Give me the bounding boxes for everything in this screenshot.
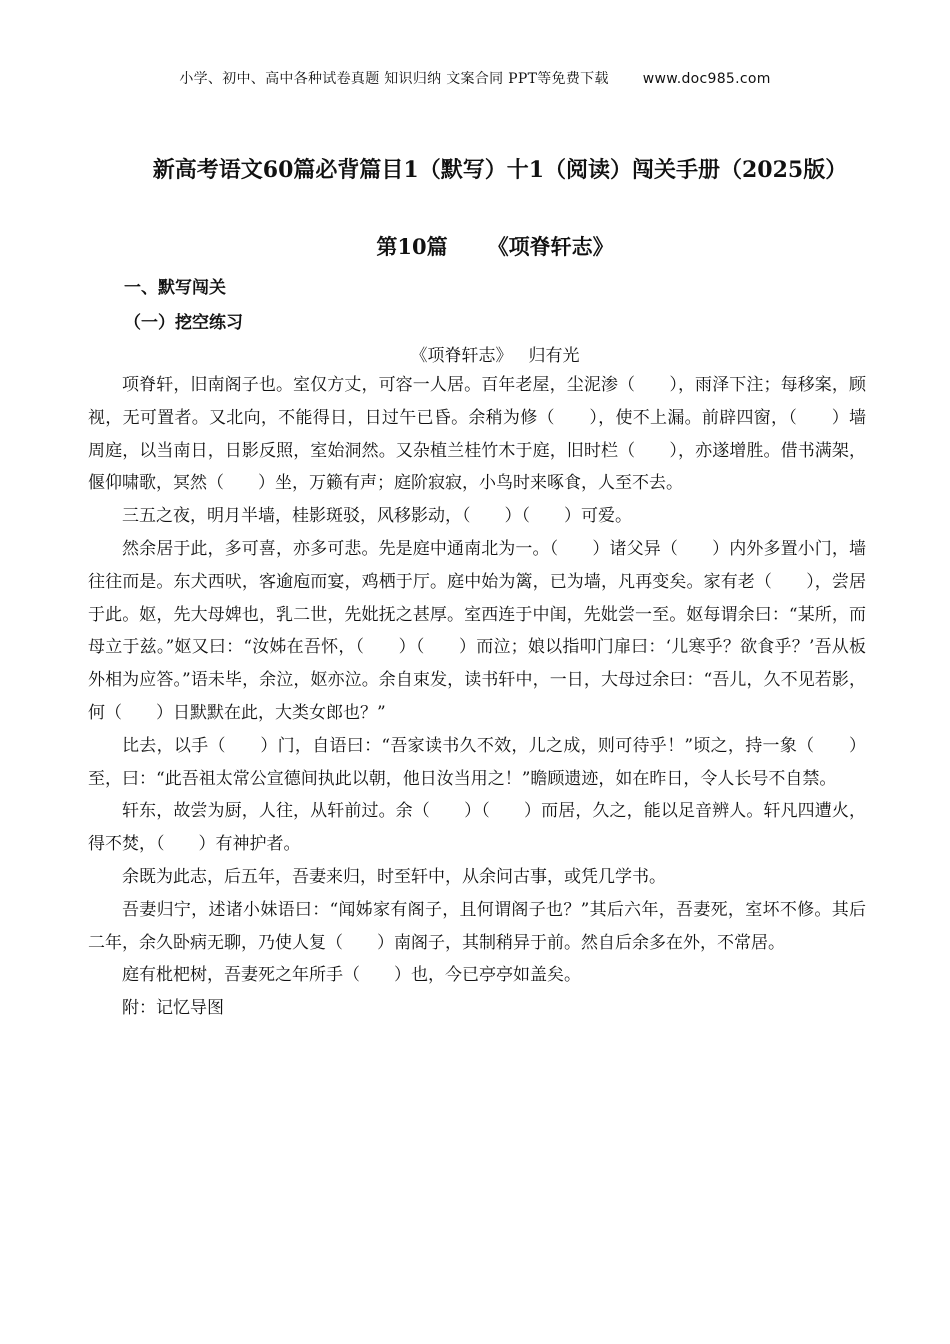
passage-body [88, 369, 866, 1025]
paragraph: 轩东，故尝为厨，人往，从轩前过。余（ ）（ ）而居，久之，能以足音辨人。轩凡四遭火，得不焚，（ ）有神护者。 [88, 801, 866, 855]
chapter-heading [0, 231, 950, 261]
section-heading-dictation: 一、默写闯关 [124, 278, 226, 298]
paragraph: 余既为此志，后五年，吾妻来归，时至轩中，从余问古事，或凭几学书。 [122, 866, 666, 887]
header-site-link[interactable]: www.doc985.com [642, 71, 771, 87]
paragraph: 然余居于此，多可喜，亦多可悲。先是庭中通南北为一。（ ）诸父异（ ）内外多置小门，墙往往而是。东犬西吠，客逾庖而宴，鸡栖于厅。庭中始为篱，已为墙，凡再变矣。家有老（ ），尝居于此。妪，先大母婢也，乳二世，先妣抚之甚厚。室西连于中闺，先妣尝一至。妪每谓余曰：“某所，而母立于兹。”妪又曰：“汝姊在吾怀，（ ）（ ）而泣；娘以指叩门扉曰：‘儿寒乎？欲食乎？’吾从板外相为应答。”语未毕，余泣，妪亦泣。余自束发，读书轩中，一日，大母过余曰：“吾儿，久不见若影，何（ ）日默默在此，大类女郎也？” [88, 538, 866, 723]
chapter-work-title: 《项脊轩志》 [487, 234, 614, 259]
document-title: 新高考语文60篇必背篇目1（默写）十1（阅读）闯关手册（2025版） [152, 157, 848, 183]
subsection-heading-fill-blank: （一）挖空练习 [124, 313, 243, 333]
paragraph: 三五之夜，明月半墙，桂影斑驳，风移影动，（ ）（ ）可爱。 [122, 506, 632, 527]
paragraph: 比去，以手（ ）门，自语曰：“吾家读书久不效，儿之成，则可待乎！”顷之，持一象（ ）至，曰：“此吾祖太常公宣德间执此以朝，他日汝当用之！”瞻顾遗迹，如在昨日，令人长号不自禁。 [88, 735, 866, 789]
passage-title: 《项脊轩志》 [410, 346, 513, 366]
chapter-number: 第10篇 [376, 234, 448, 259]
passage-author: 归有光 [528, 346, 580, 366]
appendix-label: 附：记忆导图 [122, 998, 224, 1019]
paragraph: 项脊轩，旧南阁子也。室仅方丈，可容一人居。百年老屋，尘泥渗（ ），雨泽下注；每移案，顾视，无可置者。又北向，不能得日，日过午已昏。余稍为修（ ），使不上漏。前辟四窗，（ ）墙周庭，以当南日，日影反照，室始洞然。又杂植兰桂竹木于庭，旧时栏（ ），亦遂增胜。借书满架，偃仰啸歌，冥然（ ）坐，万籁有声；庭阶寂寂，小鸟时来啄食，人至不去。 [88, 375, 866, 494]
page-header [0, 68, 950, 88]
header-text: 小学、初中、高中各种试卷真题 知识归纳 文案合同 PPT等免费下载 [179, 71, 609, 87]
paragraph: 吾妻归宁，述诸小妹语曰：“闻姊家有阁子，且何谓阁子也？”其后六年，吾妻死，室坏不修。其后二年，余久卧病无聊，乃使人复（ ）南阁子，其制稍异于前。然自后余多在外，不常居。 [88, 899, 866, 953]
paragraph: 庭有枇杷树，吾妻死之年所手（ ）也，今已亭亭如盖矣。 [122, 965, 581, 986]
passage-heading [0, 341, 950, 366]
